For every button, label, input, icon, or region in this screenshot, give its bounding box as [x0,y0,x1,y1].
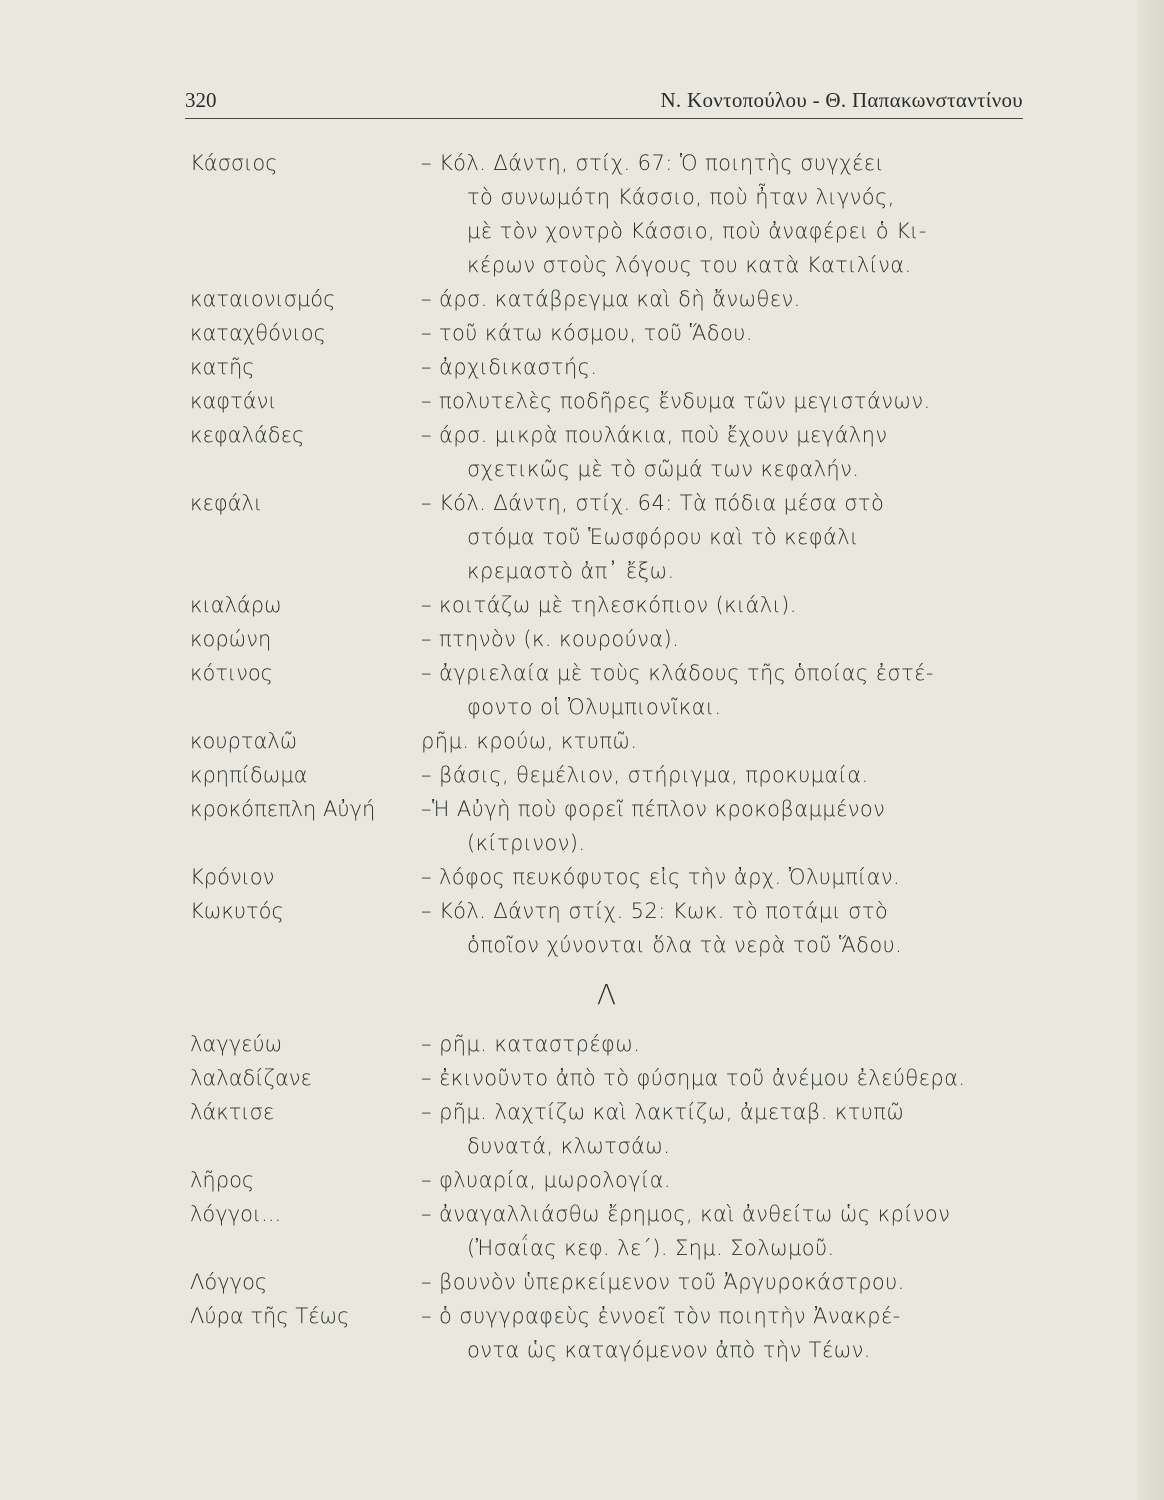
entry-term: Λόγγος [190,1270,268,1294]
entry-definition [421,656,1030,724]
definition-line: – ὁ συγγραφεὺς ἐννοεῖ τὸν ποιητὴν Ἀνακρέ- [421,1304,901,1328]
entry-term: καταχθόνιος [190,321,326,345]
glossary-entry [185,894,1030,962]
entry-term: κρηπίδωμα [190,763,308,787]
header-title: Ν. Κοντοπούλου - Θ. Παπακωνσταντίνου [660,88,1023,112]
definition-line: – Κόλ. Δάντη, στίχ. 64: Τὰ πόδια μέσα στὸ [421,491,885,515]
entry-definition [421,724,1030,758]
entry-definition [421,758,1030,792]
page-edge [1138,0,1164,1500]
entry-definition [421,1095,1030,1163]
entry-definition [421,860,1030,894]
definition-line: στόμα τοῦ Ἑωσφόρου καὶ τὸ κεφάλι [467,525,859,549]
glossary-entry [185,418,1030,486]
definition-line: – βάσις, θεμέλιον, στήριγμα, προκυμαία. [421,763,869,787]
entry-definition [421,486,1030,588]
definition-line: τὸ συνωμότη Κάσσιο, ποὺ ἦταν λιγνός, [467,185,895,209]
entry-term: λῆρος [190,1168,255,1192]
entry-term: καφτάνι [190,389,277,413]
definition-line: οντα ὡς καταγόμενον ἀπὸ τὴν Τέων. [467,1338,871,1362]
entry-term: λαλαδίζανε [190,1066,312,1090]
running-head [185,88,1023,122]
glossary-entry [185,282,1030,316]
entries-l [185,1027,1030,1367]
definition-line: μὲ τὸν χοντρὸ Κάσσιο, ποὺ ἀναφέρει ὁ Κι- [467,219,927,243]
entry-term: κεφάλι [190,491,263,515]
page-number: 320 [185,88,217,112]
glossary-entry [185,1265,1030,1299]
glossary-entry [185,622,1030,656]
header-rule [185,118,1023,119]
entry-term: Κωκυτός [190,899,284,923]
entry-definition [421,282,1030,316]
entry-definition [421,588,1030,622]
section-letter: Λ [596,978,619,1011]
definition-line: – άρσ. μικρὰ πουλάκια, ποὺ ἔχουν μεγάλην [421,423,888,447]
definition-line: – ρῆμ. καταστρέφω. [421,1032,641,1056]
glossary-entry [185,350,1030,384]
glossary-entry [185,724,1030,758]
definition-line: – ἐκινοῦντο ἀπὸ τὸ φύσημα τοῦ ἀνέμου ἐλεύθερα. [421,1066,966,1090]
definition-line: – ἀγριελαία μὲ τοὺς κλάδους τῆς ὁποίας ἐστέ- [421,661,934,685]
definition-line: σχετικῶς μὲ τὸ σῶμά των κεφαλήν. [467,457,860,481]
definition-line: κρεμαστὸ ἀπ᾽ ἔξω. [467,559,675,583]
definition-line: (κίτρινον). [467,831,586,855]
definition-line: ρῆμ. κρούω, κτυπῶ. [421,729,638,753]
entry-definition [421,418,1030,486]
entry-definition [421,1027,1030,1061]
definition-line: – ἀναγαλλιάσθω ἔρημος, καὶ ἀνθείτω ὡς κρίνον [421,1202,951,1226]
glossary-entry [185,1299,1030,1367]
entry-definition [421,1061,1030,1095]
definition-line: – Κόλ. Δάντη, στίχ. 67: Ὁ ποιητὴς συγχέει [421,151,885,175]
glossary-entry [185,1061,1030,1095]
glossary-entry [185,1163,1030,1197]
definition-line: – ρῆμ. λαχτίζω καὶ λακτίζω, ἀμεταβ. κτυπῶ [421,1100,905,1124]
entry-term: κουρταλῶ [190,729,298,753]
entry-definition [421,316,1030,350]
entries-k [185,146,1030,962]
definition-line: (Ἠσαΐας κεφ. λε΄). Σημ. Σολωμοῦ. [467,1236,835,1260]
definition-line: – πτηνὸν (κ. κουρούνα). [421,627,680,651]
entry-definition [421,894,1030,962]
glossary-entry [185,1197,1030,1265]
definition-line: ὁποῖον χύνονται ὅλα τὰ νερὰ τοῦ Ἅδου. [467,933,903,957]
glossary-entry [185,656,1030,724]
entry-definition [421,1265,1030,1299]
glossary-entry [185,1027,1030,1061]
definition-line: – Κόλ. Δάντη στίχ. 52: Κωκ. τὸ ποτάμι στὸ [421,899,889,923]
entry-definition [421,622,1030,656]
glossary-entry [185,1095,1030,1163]
entry-term: κιαλάρω [190,593,282,617]
entry-term: κεφαλάδες [190,423,305,447]
glossary-entry [185,486,1030,588]
entry-definition [421,1299,1030,1367]
entry-term: λόγγοι... [190,1202,282,1226]
definition-line: κέρων στοὺς λόγους του κατὰ Κατιλίνα. [467,253,912,277]
entry-definition [421,350,1030,384]
entry-term: Λύρα τῆς Τέως [190,1304,350,1328]
entry-term: Κρόνιον [190,865,275,889]
glossary-entry [185,384,1030,418]
entry-term: λαγγεύω [190,1032,283,1056]
glossary [185,146,1030,1367]
definition-line: φοντο οἱ Ὀλυμπιονῖκαι. [467,695,722,719]
definition-line: – λόφος πευκόφυτος εἰς τὴν ἀρχ. Ὀλυμπίαν. [421,865,901,889]
entry-definition [421,1163,1030,1197]
entry-term: καταιονισμός [190,287,336,311]
glossary-entry [185,860,1030,894]
definition-line: – βουνὸν ὑπερκείμενον τοῦ Ἀργυροκάστρου. [421,1270,905,1294]
entry-definition [421,1197,1030,1265]
entry-term: κατῆς [190,355,255,379]
entry-definition [421,146,1030,282]
glossary-entry [185,758,1030,792]
entry-term: κροκόπεπλη Αὐγή [190,797,376,821]
definition-line: – φλυαρία, μωρολογία. [421,1168,671,1192]
entry-definition [421,384,1030,418]
definition-line: – πολυτελὲς ποδῆρες ἔνδυμα τῶν μεγιστάνων. [421,389,931,413]
entry-definition [421,792,1030,860]
glossary-entry [185,588,1030,622]
entry-term: Κάσσιος [190,151,278,175]
glossary-entry [185,792,1030,860]
definition-line: – κοιτάζω μὲ τηλεσκόπιον (κιάλι). [421,593,797,617]
entry-term: κότινος [190,661,273,685]
glossary-entry [185,316,1030,350]
definition-line: –Ἡ Αὐγὴ ποὺ φορεῖ πέπλον κροκοβαμμένον [421,797,886,821]
entry-term: κορώνη [190,627,272,651]
entry-term: λάκτισε [190,1100,275,1124]
definition-line: δυνατά, κλωτσάω. [467,1134,671,1158]
definition-line: – τοῦ κάτω κόσμου, τοῦ Ἅδου. [421,321,753,345]
definition-line: – ἀρχιδικαστής. [421,355,598,379]
glossary-entry [185,146,1030,282]
definition-line: – άρσ. κατάβρεγμα καὶ δὴ ἄνωθεν. [421,287,801,311]
